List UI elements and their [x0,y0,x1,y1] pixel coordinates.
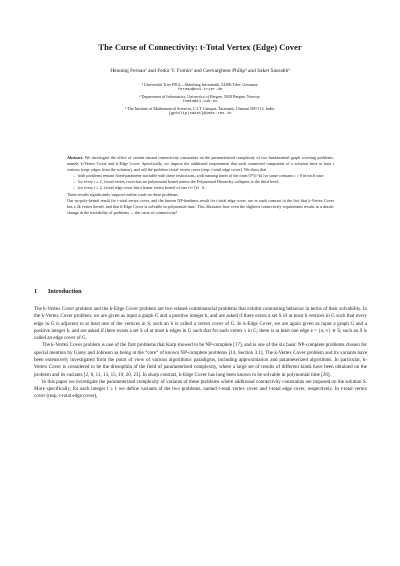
abstract-result-item: – for every t ≥ 2, t-total vertex cover has no polynomial kernel unless the Polynomial Hierarchy collapses to the third level; [73,179,334,185]
abstract-result-list [67,173,334,191]
affiliation-line: ² Department of Informatics, University of Bergen, 5020 Bergen, Norway. [139,93,261,99]
affiliation-line: ³ The Institute of Mathematical Sciences, C.I.T Campus, Taramani, Chennai 600 113, India. [124,105,276,111]
abstract-intro [67,155,334,173]
paper-title: The Curse of Connectivity: t-Total Vertex (Edge) Cover [98,42,302,52]
email-address: fernau@uni-trier.de [177,87,223,92]
section-body [34,306,367,401]
author-list: Henning Fernau¹ and Fedor V. Fomin² and Geevarghese Philip³ and Saket Saurabh³ [110,68,290,74]
body-paragraph: The k-Vertex Cover problem is one of the first problems that Karp showed to be NP-complete [17], and is one of the six basic NP-complete problems chosen for special mention by Garey and Johnson as being at the “core” of known NP-complete problems [14, Section 3.1]. The k-Vertex Cover problem and its variants have been extensively investigated from the point of view of various algorithmic paradigms, including approximation and parameterized algorithms. In particular, k-Vertex Cover is considered to be the drosophila of the field of parameterized complexity, where a large set of results of different kinds have been obtained on the problem and its variants [2, 8, 11, 13, 15, 19, 20, 23]. In sharp contrast, k-Edge Cover has long been known to be solvable in polynomial time [26]. [34,342,367,378]
affiliations [0,82,400,117]
abstract-intro-text: We investigate the effect of certain natural connectivity constraints on the parameterized complexity of two fundamental graph covering problems, namely k-Vertex Cover and k-Edge Cover. Specifically, we impose the additional requirement that each connected component of a solution have at least t vertices (resp. edges from the solution), and call the problem t-total vertex cover (resp. t-total edge cover). We show that [67,155,334,173]
email-address: {gphilip|saket}@imsc.res.in [168,111,232,116]
abstract-note: Our no-poly-kernel result for t-total vertex cover, and the known NP-hardness result for t-total edge cover, are in stark contrast to the fact that k-Vertex Cover has a 2k vertex kernel, and that k-Edge Cover is solvable in polynomial time. This illustrates how even the slightest connectivity requirement results in a drastic change in the tractability of problems — the curse of connectivity! [67,197,334,215]
abstract-result-item: – both problems remain fixed-parameter tractable with these restrictions, with running times of the form O*(c^k) for some constant c > 0 in each case; [73,173,334,179]
abstract [67,155,334,216]
abstract-summary: These results significantly improve earlier work on these problems. [67,191,179,197]
email-address: fomin@ii.uib.no [182,99,218,104]
abstract-label: Abstract. [67,155,84,160]
section-title: Introduction [48,288,82,295]
body-paragraph: In this paper we investigate the parameterized complexity of variants of these problems where additional connectivity constraints are imposed on the solution S. More specifically, for each integer t ≥ 1 we define variants of the two problems, named t-total vertex cover and t-total edge cover, respectively. In t-total vertex cover (resp. t-total edge cover), [34,378,367,400]
abstract-result-item: – for every t ≥ 2, t-total edge cover has a linear vertex kernel of size (t+1)/t · k. [73,185,334,191]
body-paragraph: The k-Vertex Cover problem and the k-Edge Cover problem are two related combinatorial problems that exhibit contrasting behavior in terms of their solvability. In the k-Vertex Cover problem, we are given as input a graph G and a positive integer k, and are asked if there exists a set S of at most k vertices in G such that every edge in G is adjacent to at least one of the vertices in S; such an S is called a vertex cover of G. In k-Edge Cover, we are again given as input a graph G and a positive integer k, and are asked if there exists a set S of at most k edges in G such that for each vertex v in G, there is at least one edge e = {u, v} ∈ S; such an S is called an edge cover of G. [34,306,367,342]
section-heading [34,288,364,296]
affiliation-line: ¹ Universität Trier FB 4—Abteilung Informatik, 54286 Trier, Germany. [141,82,259,87]
section-number: 1 [34,288,38,295]
